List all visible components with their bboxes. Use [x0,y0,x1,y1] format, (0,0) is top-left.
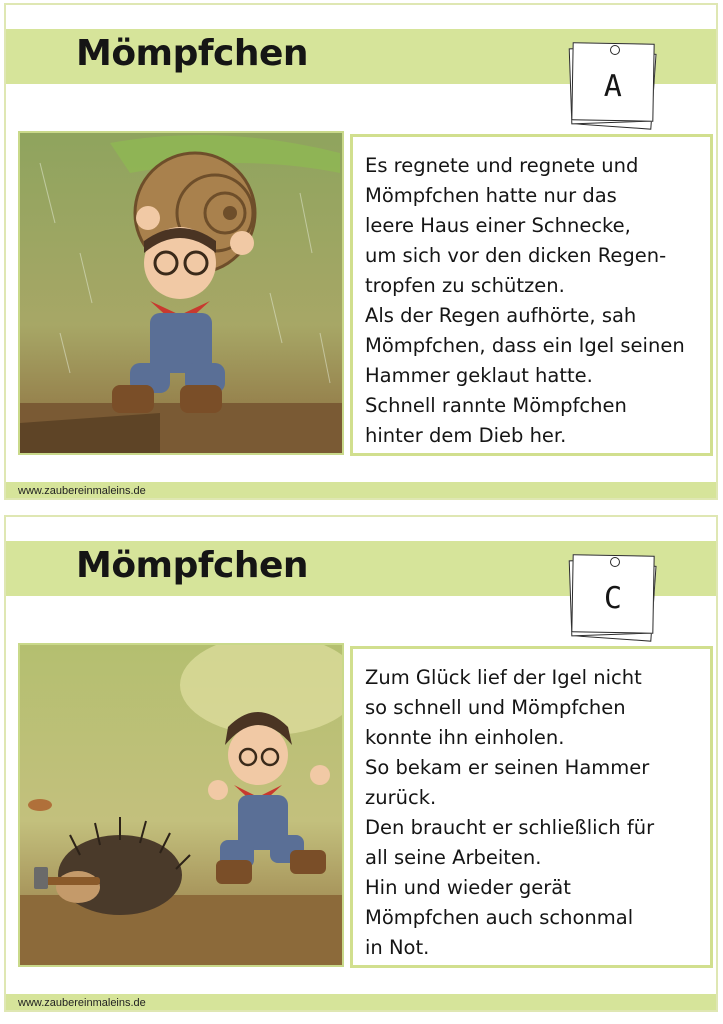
story-text-box [350,646,713,968]
letter-note [566,553,662,645]
card-letter: A [603,68,623,104]
letter-note [566,41,662,133]
card-letter: C [603,580,623,616]
story-card-a [4,3,718,500]
story-text: Zum Glück lief der Igel nicht so schnell und Mömpfchen konnte ihn einholen. So bekam er seinen Hammer zurück. Den braucht er schließlich für all seine Arbeiten. Hin und wieder gerät Mömpfchen auch schonmal in Not. [365,666,655,959]
illustration-snail-shell [18,131,344,455]
illustration-hedgehog-chase [18,643,344,967]
footer-url: www.zaubereinmaleins.de [18,485,146,497]
story-card-c [4,515,718,1012]
story-text-box [350,134,713,456]
pin-icon [610,557,620,567]
story-text: Es regnete und regnete und Mömpfchen hatte nur das leere Haus einer Schnecke, um sich vor den dicken Regen- tropfen zu schützen. Als der Regen aufhörte, sah Mömpfchen, dass ein Igel seinen Hammer geklaut hatte. Schnell rannte Mömpfchen hinter dem Dieb her. [365,154,685,447]
footer-url: www.zaubereinmaleins.de [18,997,146,1009]
pin-icon [610,45,620,55]
card-title: Mömpfchen [76,33,309,74]
card-title: Mömpfchen [76,545,309,586]
